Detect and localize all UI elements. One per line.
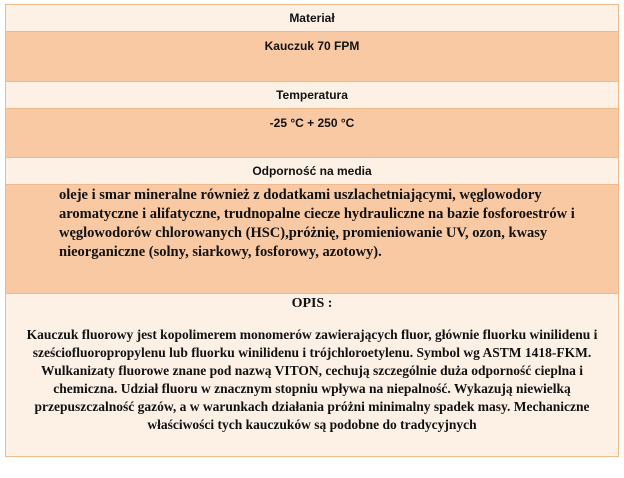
description-text: Kauczuk fluorowy jest kopolimerem monomerów zawierających fluor, głównie fluorku winilidenu i sześciofluoropropylenu lub fluorku winilidenu i trójchloroetylenu. Symbol wg ASTM 1418-FKM. Wulkanizaty fluorowe znane pod nazwą VITON, cechują szczególnie duża odporność cieplna i chemiczna. Udział fluoru w znacznym stopniu wpływa na niepalność. Wykazują niewielką przepuszczalność gazów, a w warunkach działania próżni minimalny spadek masy. Mechaniczne właściwości tych kauczuków są podobne do tradycyjnych [26, 327, 598, 432]
resistance-text: oleje i smar mineralne również z dodatkami uszlachetniającymi, węglowodory aromatyczne i alifatyczne, trudnopalne ciecze hydrauliczne na bazie fosforoestrów i węglowodorów chlorowanych (HSC),próżnię, promieniowanie UV, ozon, kwasy nieorganiczne (solny, siarkowy, fosforowy, azotowy). [6, 185, 618, 294]
description-section [6, 294, 618, 456]
product-spec-table [5, 4, 619, 457]
resistance-header: Odporność na media [6, 158, 618, 185]
material-value: Kauczuk 70 FPM [6, 32, 618, 82]
description-header: OPIS : [291, 296, 333, 311]
temperature-header: Temperatura [6, 82, 618, 109]
material-header: Materiał [6, 5, 618, 32]
temperature-value: -25 °C + 250 °C [6, 109, 618, 158]
